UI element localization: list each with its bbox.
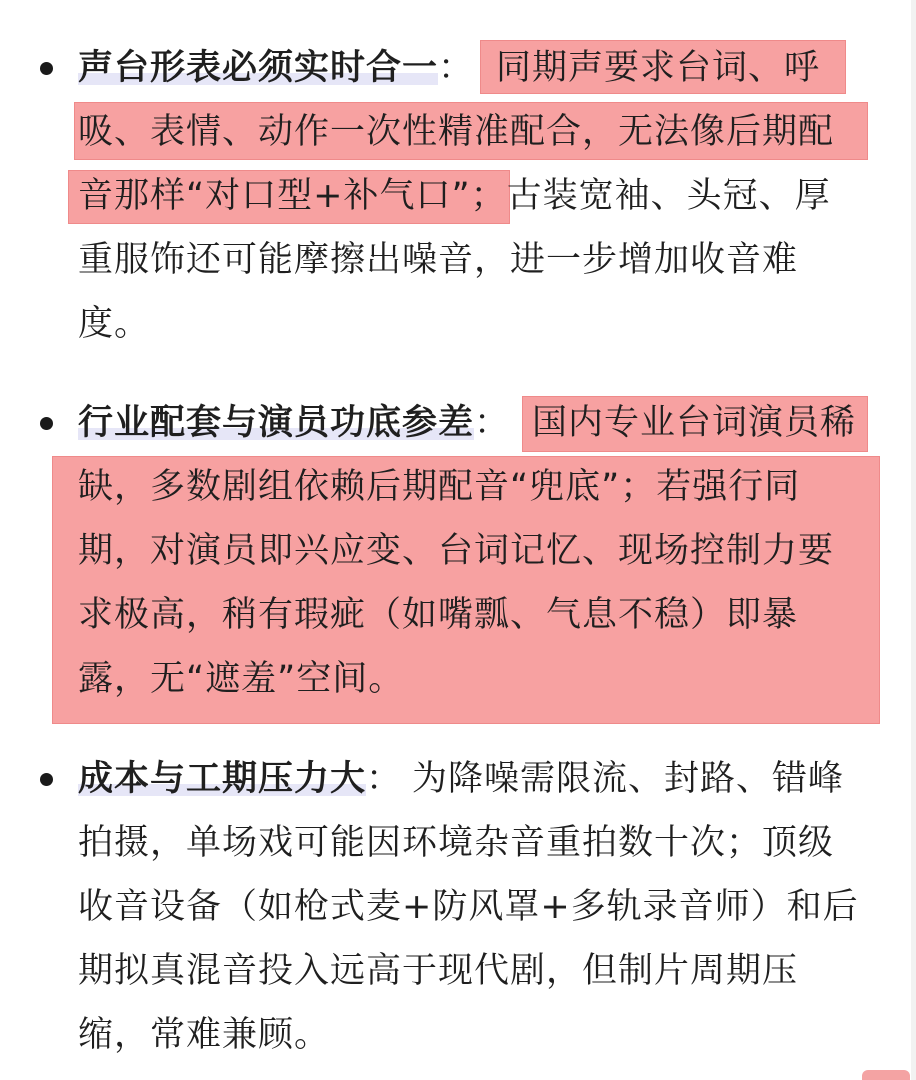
text-line: 求极高，稍有瑕疵（如嘴瓢、气息不稳）即暴 [78, 595, 799, 635]
text-line: 露，无“遮羞”空间。 [78, 659, 405, 699]
text-line: 重服饰还可能摩擦出噪音，进一步增加收音难 [78, 240, 799, 280]
text-line: 拍摄，单场戏可能因环境杂音重拍数十次；顶级 [78, 823, 835, 863]
bullet-paragraph [78, 36, 878, 356]
bullet-icon [40, 417, 53, 430]
separator: ： [438, 48, 475, 88]
text-line [78, 36, 878, 100]
text-line [78, 747, 878, 811]
text-line [78, 391, 878, 455]
text-line: 缺，多数剧组依赖后期配音“兜底”；若强行同 [78, 467, 801, 507]
bullet-heading: 行业配套与演员功底参差 [78, 403, 475, 443]
corner-badge [862, 1070, 910, 1080]
text-line: 收音设备（如枪式麦+防风罩+多轨录音师）和后 [78, 887, 859, 927]
page-edge [911, 0, 916, 1080]
bullet-heading: 成本与工期压力大 [78, 759, 367, 799]
text-line: 期拟真混音投入远高于现代剧，但制片周期压 [78, 951, 799, 991]
text-line: 缩，常难兼顾。 [78, 1015, 331, 1055]
body-text: 为降噪需限流、封路、错峰 [412, 759, 845, 799]
bullet-paragraph [78, 391, 878, 711]
body-text: 国内专业台词演员稀 [532, 403, 857, 443]
bullet-paragraph [78, 747, 878, 1067]
bullet-icon [40, 62, 53, 75]
separator: ： [474, 403, 511, 443]
body-text: 古装宽袖、头冠、厚 [506, 176, 831, 216]
text-line: 期，对演员即兴应变、台词记忆、现场控制力要 [78, 531, 835, 571]
body-text: 音那样“对口型+补气口”； [78, 176, 507, 216]
bullet-heading: 声台形表必须实时合一 [78, 48, 439, 88]
text-line [78, 164, 878, 228]
separator: ： [366, 759, 403, 799]
bullet-icon [40, 773, 53, 786]
body-text: 同期声要求台词、呼 [496, 48, 821, 88]
text-line: 吸、表情、动作一次性精准配合，无法像后期配 [78, 112, 835, 152]
text-line: 度。 [78, 304, 151, 344]
